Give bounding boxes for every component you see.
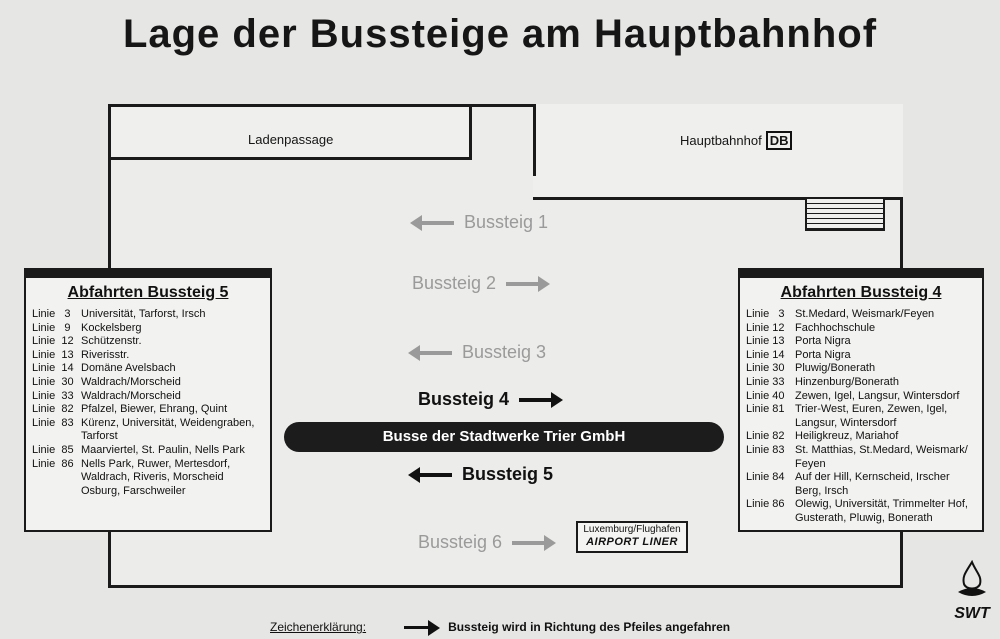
departures-panel-4: [738, 276, 984, 532]
line-destinations: Heiligkreuz, Mariahof: [795, 430, 899, 443]
line-destinations: Kürenz, Universität, Weidengraben, Tarforst: [81, 416, 255, 443]
swt-logo: [952, 560, 992, 626]
departure-row: [32, 444, 264, 458]
line-destinations: Waldrach/Morscheid: [81, 375, 181, 388]
line-number: Linie 86: [746, 498, 785, 511]
line-destinations: St. Matthias, St.Medard, Weismark/ Feyen: [795, 443, 968, 470]
legend: [270, 620, 730, 634]
departure-row: [32, 349, 264, 363]
departure-row: [746, 430, 976, 444]
line-number: Linie 30: [32, 375, 74, 388]
ladenpassage-label: Ladenpassage: [248, 132, 334, 147]
line-number: Linie 13: [746, 335, 785, 348]
stadtwerke-banner: Busse der Stadtwerke Trier GmbH: [284, 422, 724, 452]
airport-liner-sign: [576, 521, 688, 553]
departure-row: [32, 403, 264, 417]
line-destinations: Pfalzel, Biewer, Ehrang, Quint: [81, 403, 228, 416]
departures-panel-5: [24, 276, 272, 532]
line-destinations: Porta Nigra: [795, 348, 851, 361]
line-number: Linie 81: [746, 403, 785, 416]
line-number: Linie 33: [746, 375, 785, 388]
line-destinations: Domäne Avelsbach: [81, 362, 176, 375]
panel-5-title: Abfahrten Bussteig 5: [67, 284, 229, 301]
line-number: Linie 14: [746, 348, 785, 361]
hauptbahnhof-label: [680, 131, 792, 150]
legend-text: Bussteig wird in Richtung des Pfeiles angefahren: [448, 620, 731, 634]
departure-row: [746, 444, 976, 471]
arrow-right-icon: [519, 398, 553, 402]
line-destinations: Olewig, Universität, Trimmelter Hof, Gusterath, Pluwig, Bonerath: [795, 498, 968, 524]
line-number: Linie 86: [32, 457, 74, 470]
line-number: Linie 12: [746, 321, 785, 334]
departure-row: [746, 390, 976, 404]
line-destinations: Waldrach/Morscheid: [81, 389, 181, 402]
line-destinations: Riverisstr.: [81, 348, 130, 361]
db-logo: DB: [766, 131, 793, 150]
bussteig-1: [420, 212, 548, 233]
departure-row: [32, 376, 264, 390]
legend-key: Zeichenerklärung:: [270, 620, 367, 634]
panel-4-title: Abfahrten Bussteig 4: [780, 284, 942, 301]
flame-icon: [954, 560, 990, 600]
arrow-left-icon: [418, 351, 452, 355]
bussteig-3: [418, 342, 546, 363]
bussteig-4: [418, 389, 553, 410]
bussteig-2: [412, 273, 540, 294]
line-number: Linie 14: [32, 362, 74, 375]
bussteig-4-label: Bussteig 4: [418, 389, 510, 409]
hauptbahnhof-building-step: [533, 176, 805, 200]
page-title: Lage der Bussteige am Hauptbahnhof: [122, 12, 878, 56]
arrow-left-icon: [420, 221, 454, 225]
line-number: Linie 82: [32, 403, 74, 416]
line-number: Linie 82: [746, 430, 785, 443]
departure-row: [746, 349, 976, 363]
departure-row: [32, 458, 264, 499]
departure-row: [746, 335, 976, 349]
line-destinations: Pluwig/Bonerath: [795, 362, 876, 375]
departure-row: [32, 308, 264, 322]
line-number: Linie 83: [32, 416, 74, 429]
stairs: [805, 197, 885, 231]
arrow-left-icon: [418, 473, 452, 477]
departure-row: [746, 403, 976, 430]
bussteig-2-label: Bussteig 2: [412, 273, 497, 293]
bussteig-6-label: Bussteig 6: [418, 532, 503, 552]
departure-row: [32, 322, 264, 336]
panel-5-rows: [32, 308, 264, 498]
line-destinations: Maarviertel, St. Paulin, Nells Park: [81, 443, 245, 456]
bussteig-3-label: Bussteig 3: [462, 342, 547, 362]
line-number: Linie 84: [746, 471, 785, 484]
departure-row: [746, 471, 976, 498]
departure-row: [32, 417, 264, 444]
line-number: Linie 85: [32, 443, 74, 456]
hauptbahnhof-text: Hauptbahnhof: [680, 133, 762, 148]
line-destinations: Kockelsberg: [81, 321, 142, 334]
line-number: Linie 12: [32, 335, 74, 348]
line-number: Linie 40: [746, 389, 785, 402]
line-destinations: Zewen, Igel, Langsur, Wintersdorf: [795, 389, 960, 402]
line-number: Linie 33: [32, 389, 74, 402]
airport-sign-line2: AIRPORT LINER: [586, 536, 678, 548]
line-number: Linie 3: [32, 308, 71, 320]
departure-row: [746, 362, 976, 376]
swt-logo-text: SWT: [954, 605, 990, 622]
line-number: Linie 3: [746, 308, 785, 320]
line-number: Linie 9: [32, 321, 71, 334]
arrow-right-icon: [506, 282, 540, 286]
departure-row: [746, 376, 976, 390]
line-number: Linie 30: [746, 362, 785, 375]
departure-row: [746, 322, 976, 336]
bussteig-5: [418, 464, 553, 485]
arrow-right-icon: [404, 626, 430, 629]
bussteig-1-label: Bussteig 1: [464, 212, 549, 232]
line-destinations: Porta Nigra: [795, 335, 851, 348]
departure-row: [32, 362, 264, 376]
line-destinations: Fachhochschule: [795, 321, 876, 334]
line-destinations: Schützenstr.: [81, 335, 142, 348]
bussteig-6: [418, 532, 546, 553]
departure-row: [746, 498, 976, 525]
panel-4-rows: [746, 308, 976, 526]
departure-row: [746, 308, 976, 322]
departure-row: [32, 390, 264, 404]
airport-sign-line1: Luxemburg/Flughafen: [583, 524, 681, 535]
line-destinations: St.Medard, Weismark/Feyen: [795, 308, 935, 320]
line-destinations: Auf der Hill, Kernscheid, Irscher Berg, Irsch: [795, 471, 950, 497]
line-destinations: Universität, Tarforst, Irsch: [81, 308, 206, 320]
line-destinations: Nells Park, Ruwer, Mertesdorf, Waldrach, Riveris, Morscheid Osburg, Farschweiler: [81, 457, 231, 497]
arrow-right-icon: [512, 541, 546, 545]
line-number: Linie 13: [32, 348, 74, 361]
departure-row: [32, 335, 264, 349]
line-destinations: Trier-West, Euren, Zewen, Igel, Langsur, Wintersdorf: [795, 403, 948, 429]
line-destinations: Hinzenburg/Bonerath: [795, 375, 899, 388]
line-number: Linie 83: [746, 443, 785, 456]
bussteig-5-label: Bussteig 5: [462, 464, 554, 484]
